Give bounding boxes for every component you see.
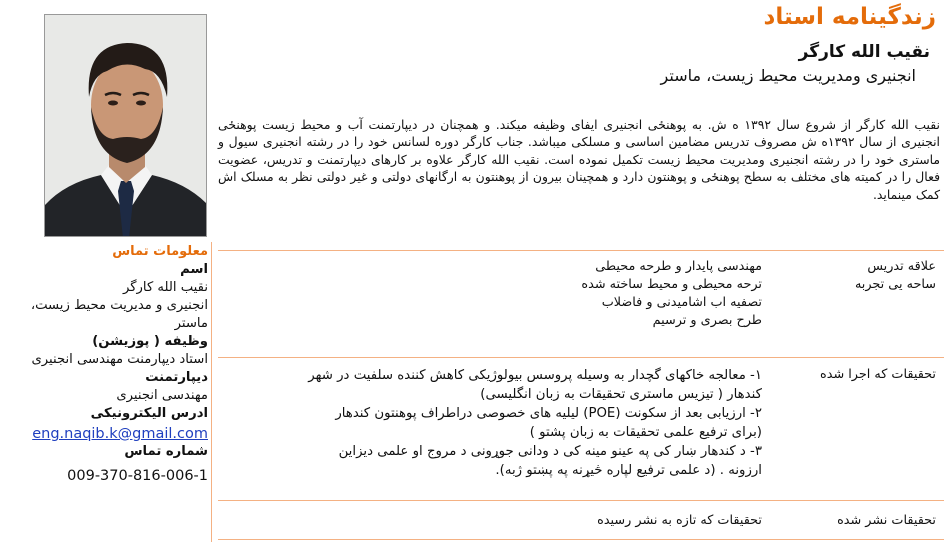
published-label: تحقیقات نشر شده: [837, 513, 936, 528]
contact-title: معلومات تماس: [112, 244, 208, 259]
table-border: [218, 539, 944, 540]
degree-value: انجنیری و مدیریت محیط زیست، ماستر: [30, 298, 208, 331]
email-label: ادرس الیکترونیکی: [90, 406, 208, 421]
table-border: [218, 500, 944, 501]
list-item: طرح بصری و ترسیم: [652, 313, 762, 328]
position-label: وظیفه ( پوزیشن): [92, 334, 208, 349]
list-item: (برای ترفیع علمی تحقیقات به زبان پشتو ): [529, 425, 762, 440]
phone-value: 009-370-816-006-1: [67, 468, 208, 484]
profile-photo: [44, 14, 207, 237]
list-item: ۱- معالجه خاکهای گچدار به وسیله پروسس بیولوژیکی کاهش کننده سلفیت در شهر: [308, 368, 762, 383]
name-label: اسم: [180, 262, 208, 277]
list-item: ۲- ارزیابی بعد از سکونت (POE) لیلیه های خصوصی دراطراف پوهنتون کندهار: [335, 406, 762, 421]
list-item: تصفیه اب اشامیدنی و فاضلاب: [601, 295, 762, 310]
person-degree: انجنیری ومدیریت محیط زیست، ماستر: [660, 66, 916, 85]
list-item: کندهار ( تیزیس ماستری تحقیقات به زبان انگلیسی): [480, 387, 762, 402]
department-value: مهندسی انجنیری: [116, 388, 208, 403]
table-border: [218, 250, 944, 251]
contact-info: [4, 243, 208, 542]
email-link[interactable]: eng.naqib.k@gmail.com: [32, 426, 208, 442]
column-divider: [211, 242, 212, 542]
page-title: زندگینامه استاد: [763, 4, 936, 30]
list-item: ارزونه . (د علمی ترفیع لپاره څیړنه په پښتو ژبه).: [495, 463, 762, 478]
position-value: استاد دیپارمنت مهندسی انجنیری: [31, 352, 208, 367]
list-item: ۳- د کندهار ښار کی په عینو مینه کی د ودانی جوړونی د مروج او علمی دیزاین: [338, 444, 762, 459]
list-item: ترحه محیطی و محیط ساخته شده: [581, 277, 762, 292]
table-border: [218, 357, 944, 358]
research-done-list: [237, 366, 762, 480]
interest-label: علاقه تدریس: [867, 259, 936, 274]
name-value: نقیب الله کارگر: [123, 280, 208, 295]
experience-list: [262, 276, 762, 330]
phone-label: شماره تماس: [124, 444, 208, 459]
interest-value: مهندسی پایدار و طرحه محیطی: [595, 259, 762, 274]
research-done-label: تحقیقات که اجرا شده: [820, 367, 936, 382]
department-label: دیپارتمنت: [145, 370, 208, 385]
experience-label: ساحه یی تجربه: [854, 277, 936, 292]
published-value: تحقیقات که تازه به نشر رسیده: [597, 513, 762, 528]
biography: نقیب الله کارگر از شروع سال ۱۳۹۲ ه ش. به پوهنځی انجنیری ایفای وظیفه میکند. و همچنان در دیپارتمنت آب و محیط زیست پوهنځی انجنیری از سال ۱۳۹۲ه ش مصروف تدریس مضامین اساسی و مسلکی میباشد. جناب کارگر دوره لسانس خود را در رشته انجنیری سیول و ماستری خود را در رشته انجنیری ومدیریت محیط زیست تکمیل نموده است. نقیب الله کارگر علاوه بر کارهای دیپارتمنت و تدریس، عضویت فعال را در کمیته های مختلف به سطح پوهنځی و پوهنتون دارد و همچینان بیرون از پوهنتون به ارگانهای دولتی و غیر دولتی نظر به مسلک اش کمک مینماید.: [218, 117, 940, 202]
person-name: نقیب الله کارگر: [798, 42, 930, 62]
